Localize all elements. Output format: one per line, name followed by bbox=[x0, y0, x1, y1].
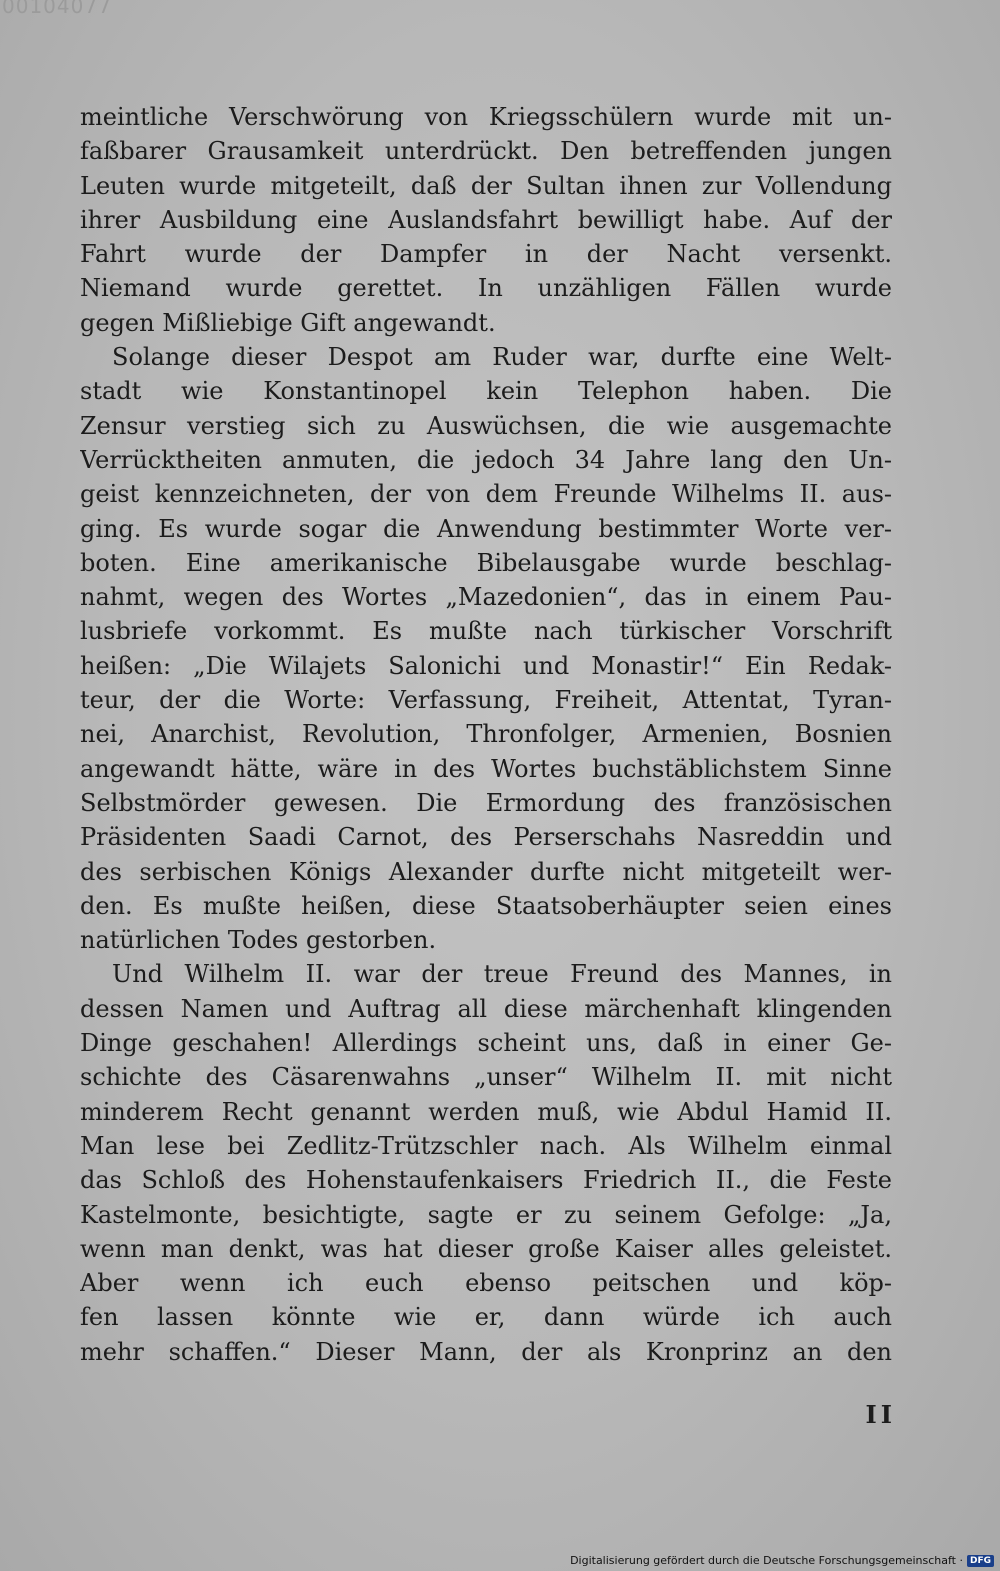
dfg-logo: DFG bbox=[967, 1555, 994, 1567]
text-line: Zensur verstieg sich zu Auswüchsen, die wie ausgemachte bbox=[80, 411, 892, 440]
text-line: stadt wie Konstantinopel kein Telephon haben. Die bbox=[80, 377, 892, 406]
text-line: das Schloß des Hohenstaufenkaisers Friedrich II., die Feste bbox=[80, 1166, 892, 1195]
text-line: mehr schaffen.“ Dieser Mann, der als Kronprinz an den bbox=[80, 1337, 892, 1366]
text-line: gegen Mißliebige Gift angewandt. bbox=[80, 308, 496, 337]
text-line: geist kennzeichneten, der von dem Freunde Wilhelms II. aus- bbox=[80, 480, 892, 509]
text-line: wenn man denkt, was hat dieser große Kaiser alles geleistet. bbox=[80, 1234, 892, 1263]
text-line: Leuten wurde mitgeteilt, daß der Sultan ihnen zur Vollendung bbox=[80, 171, 892, 200]
text-line: Solange dieser Despot am Ruder war, durfte eine Welt- bbox=[112, 343, 892, 372]
text-line: teur, der die Worte: Verfassung, Freiheit, Attentat, Tyran- bbox=[80, 686, 892, 715]
body-text bbox=[80, 100, 892, 1369]
text-line: schichte des Cäsarenwahns „unser“ Wilhelm II. mit nicht bbox=[80, 1063, 892, 1092]
digitization-footer bbox=[570, 1554, 994, 1567]
text-line: den. Es mußte heißen, diese Staatsoberhäupter seien eines bbox=[80, 891, 892, 920]
archive-stamp: 00104077 bbox=[2, 0, 112, 18]
text-line: fen lassen könnte wie er, dann würde ich auch bbox=[80, 1303, 892, 1332]
footer-credit: Digitalisierung gefördert durch die Deutsche Forschungsgemeinschaft · bbox=[570, 1554, 963, 1567]
text-line: Dinge geschahen! Allerdings scheint uns, daß in einer Ge- bbox=[80, 1029, 892, 1058]
text-line: meintliche Verschwörung von Kriegsschülern wurde mit un- bbox=[80, 103, 892, 131]
text-line: natürlichen Todes gestorben. bbox=[80, 926, 437, 955]
text-line: Kastelmonte, besichtigte, sagte er zu seinem Gefolge: „Ja, bbox=[80, 1200, 892, 1229]
text-line: heißen: „Die Wilajets Salonichi und Monastir!“ Ein Redak- bbox=[80, 651, 892, 680]
text-line: ging. Es wurde sogar die Anwendung bestimmter Worte ver- bbox=[80, 514, 892, 543]
text-line: Aber wenn ich euch ebenso peitschen und köp- bbox=[80, 1269, 892, 1298]
text-line: minderem Recht genannt werden muß, wie Abdul Hamid II. bbox=[80, 1097, 892, 1126]
text-line: angewandt hätte, wäre in des Wortes buchstäblichstem Sinne bbox=[80, 754, 892, 783]
text-line: Präsidenten Saadi Carnot, des Perserschahs Nasreddin und bbox=[80, 823, 892, 852]
text-line: Selbstmörder gewesen. Die Ermordung des französischen bbox=[80, 788, 892, 817]
text-line: Verrücktheiten anmuten, die jedoch 34 Jahre lang den Un- bbox=[80, 445, 892, 474]
page-number: II bbox=[865, 1400, 896, 1429]
text-line: nahmt, wegen des Wortes „Mazedonien“, das in einem Pau- bbox=[80, 583, 892, 612]
text-line: ihrer Ausbildung eine Auslandsfahrt bewilligt habe. Auf der bbox=[80, 205, 892, 234]
text-line: Man lese bei Zedlitz-Trützschler nach. Als Wilhelm einmal bbox=[80, 1131, 892, 1160]
text-line: boten. Eine amerikanische Bibelausgabe wurde beschlag- bbox=[80, 548, 892, 577]
text-line: nei, Anarchist, Revolution, Thronfolger, Armenien, Bosnien bbox=[80, 720, 892, 749]
text-line: Und Wilhelm II. war der treue Freund des Mannes, in bbox=[112, 960, 892, 989]
text-line: Fahrt wurde der Dampfer in der Nacht versenkt. bbox=[80, 240, 892, 269]
text-line: Niemand wurde gerettet. In unzähligen Fällen wurde bbox=[80, 274, 892, 303]
text-line: des serbischen Königs Alexander durfte nicht mitgeteilt wer- bbox=[80, 857, 892, 886]
text-line: dessen Namen und Auftrag all diese märchenhaft klingenden bbox=[80, 994, 892, 1023]
text-line: faßbarer Grausamkeit unterdrückt. Den betreffenden jungen bbox=[80, 137, 892, 166]
text-line: lusbriefe vorkommt. Es mußte nach türkischer Vorschrift bbox=[80, 617, 892, 646]
